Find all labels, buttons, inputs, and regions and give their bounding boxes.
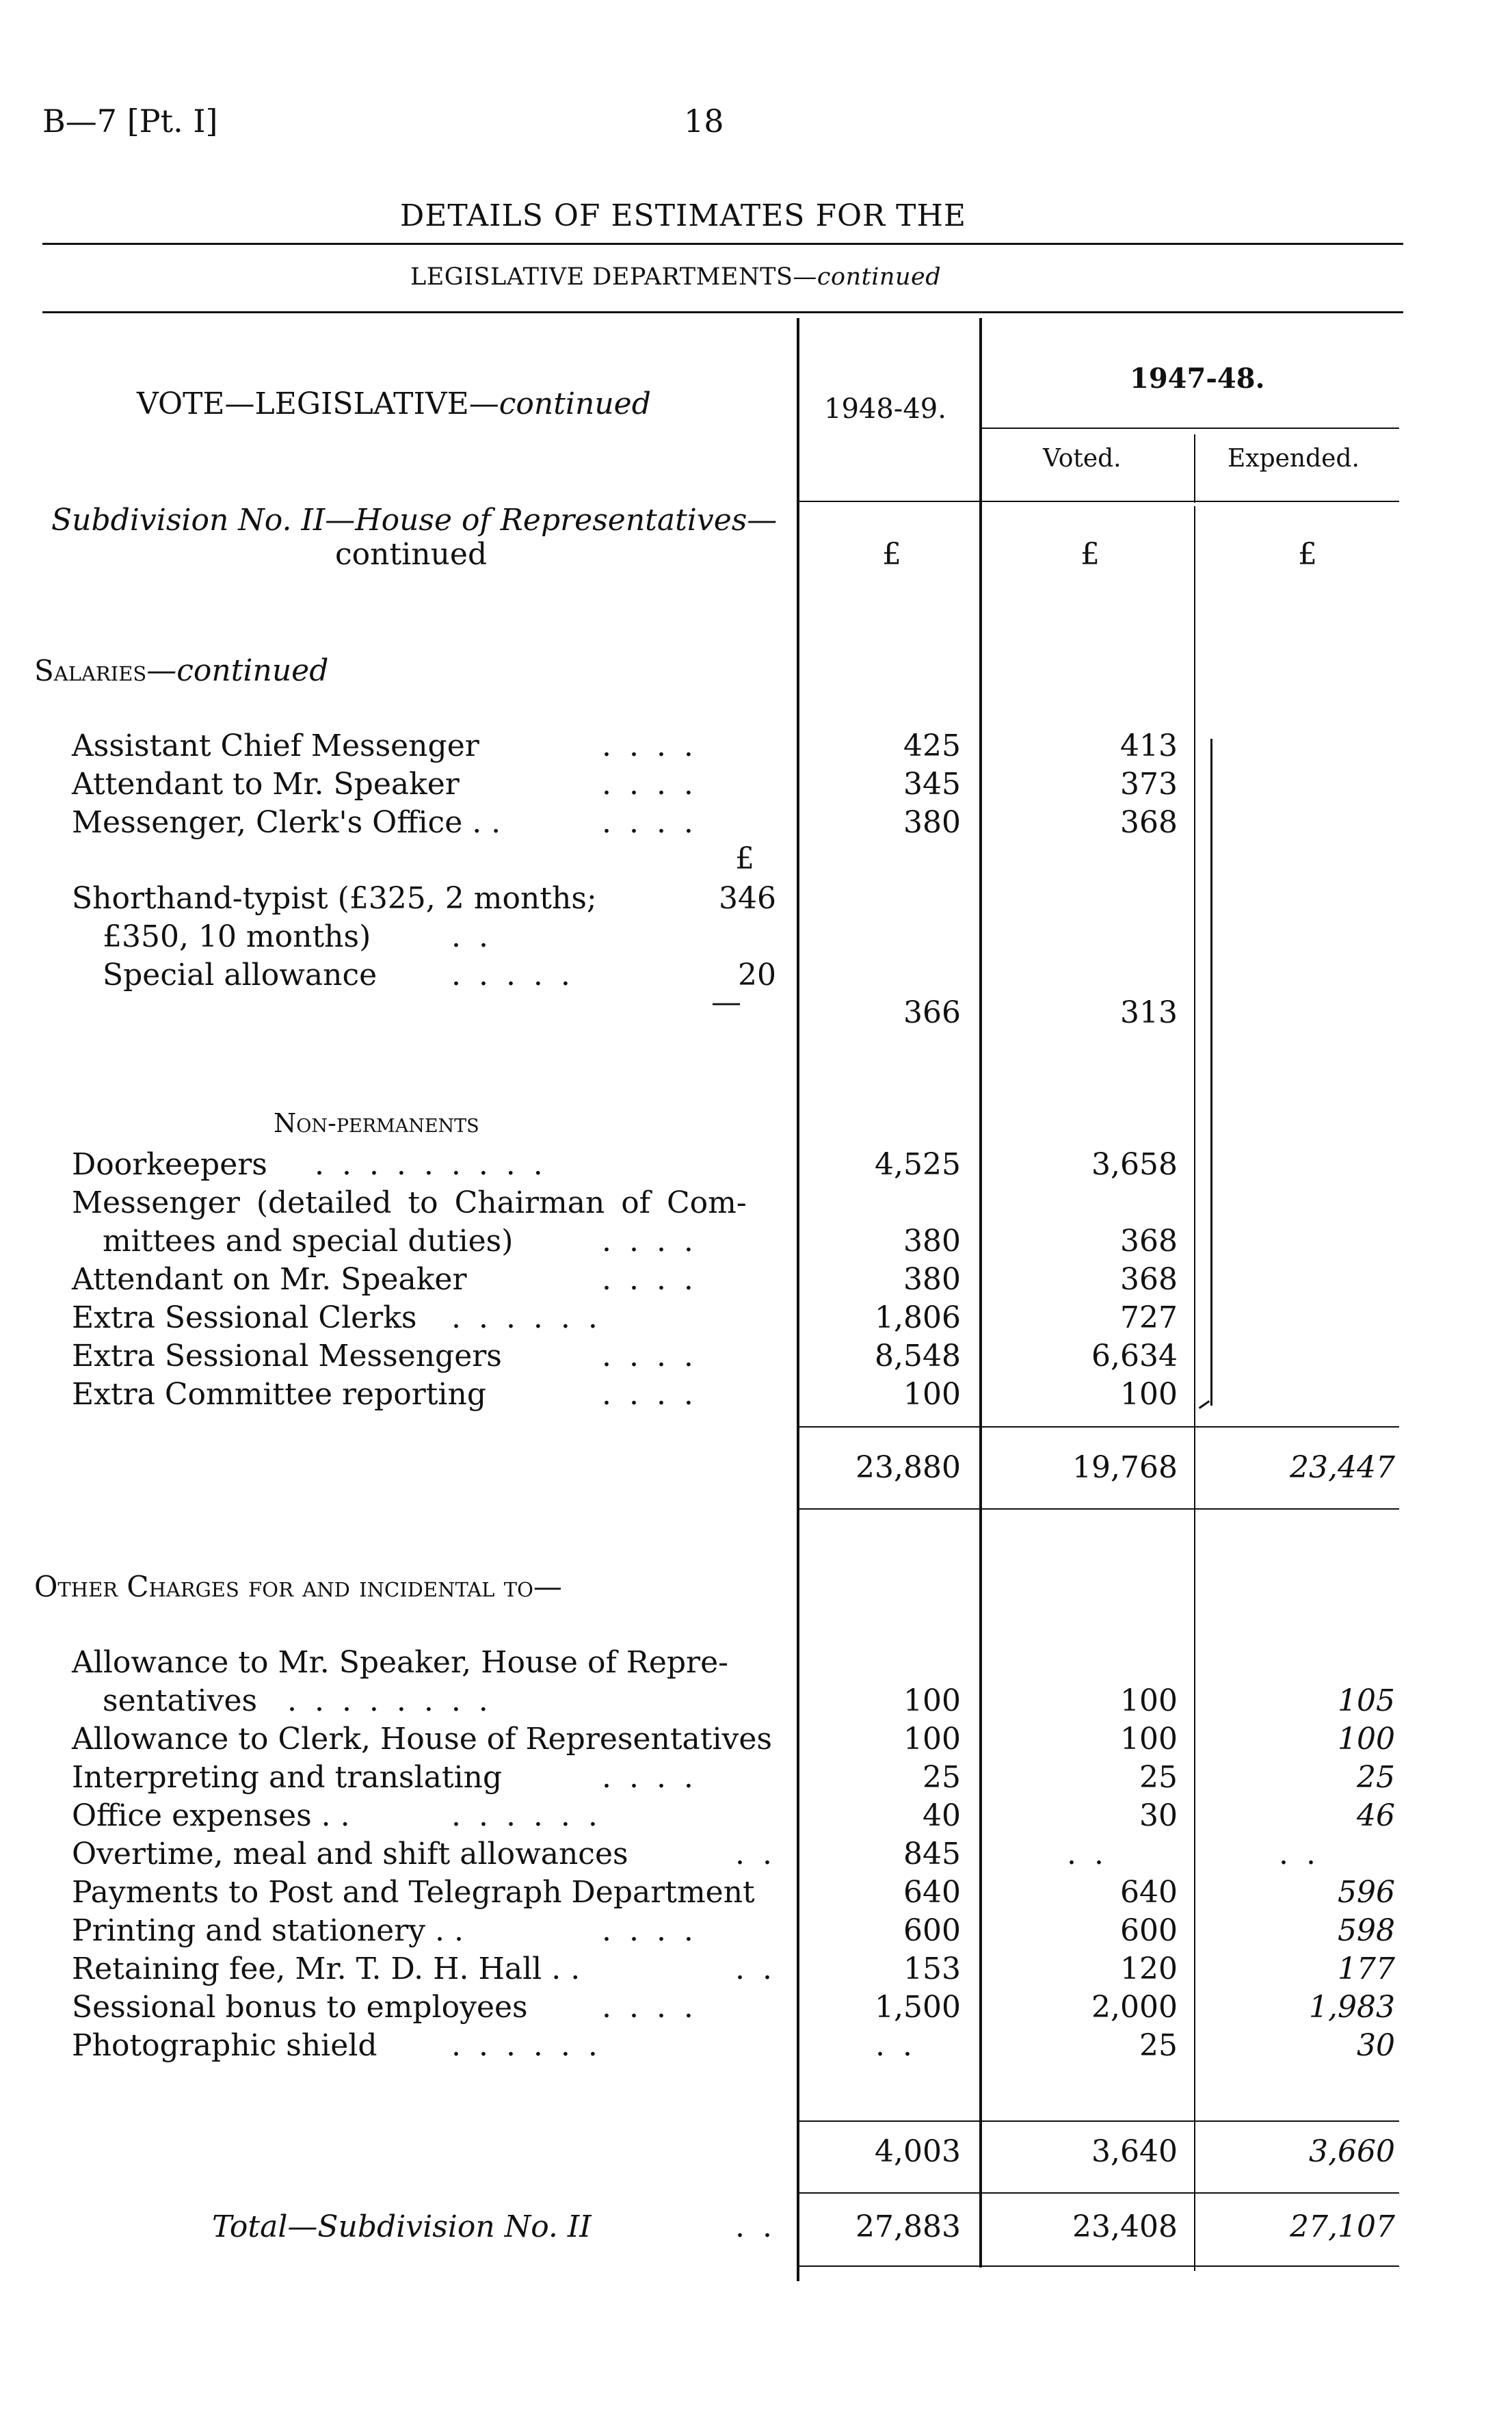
grand-total-rule-bottom bbox=[799, 2265, 1399, 2267]
estimate-1948-value: . . bbox=[875, 2028, 916, 2063]
voted-1947-value: 6,634 bbox=[1091, 1339, 1178, 1374]
row-label: Extra Sessional Clerks bbox=[72, 1300, 417, 1335]
voted-1947-value: 368 bbox=[1120, 805, 1178, 840]
page-number: 18 bbox=[684, 103, 724, 140]
voted-1947-value: 368 bbox=[1120, 1224, 1178, 1259]
subtitle-main: LEGISLATIVE DEPARTMENTS bbox=[410, 263, 793, 291]
row-label: Assistant Chief Messenger bbox=[72, 728, 479, 763]
row-leader-dots: . . . . . . bbox=[451, 1300, 602, 1335]
row-label: Extra Committee reporting bbox=[72, 1377, 486, 1412]
voted-1947-value: 373 bbox=[1120, 767, 1178, 802]
expended-1947-value: 30 bbox=[1357, 2028, 1395, 2063]
shorthand-voted-1947-value: 313 bbox=[1120, 995, 1178, 1030]
table-row bbox=[0, 2028, 1512, 2066]
table-row bbox=[0, 1875, 1512, 1913]
shorthand-estimate-1948-value: 366 bbox=[903, 995, 961, 1030]
shorthand-label-line1: Shorthand-typist (£325, 2 months; bbox=[72, 881, 597, 916]
estimate-1948-value: 100 bbox=[903, 1377, 961, 1412]
row-leader-dots: . . bbox=[735, 1952, 776, 1986]
other-charges-total-expended-1947: 3,660 bbox=[1309, 2134, 1395, 2169]
table-row bbox=[0, 1760, 1512, 1798]
row-leader-dots: . . . . bbox=[602, 1990, 698, 2025]
estimate-1948-value: 640 bbox=[903, 1875, 961, 1910]
voted-1947-value: 100 bbox=[1120, 1722, 1178, 1757]
shorthand-pound-sign: £ bbox=[735, 841, 754, 876]
row-label: Doorkeepers bbox=[72, 1147, 267, 1182]
estimate-1948-value: 153 bbox=[903, 1952, 961, 1986]
row-leader-dots: . . bbox=[735, 1837, 776, 1871]
subdivision-title: Subdivision No. II—House of Representatives— bbox=[51, 503, 778, 538]
expended-1947-value: 100 bbox=[1338, 1722, 1395, 1757]
row-leader-dots: . . . . bbox=[602, 1339, 698, 1374]
table-row bbox=[0, 1683, 1512, 1722]
table-row bbox=[0, 1300, 1512, 1339]
shorthand-sum-dash: — bbox=[711, 985, 741, 1020]
row-label: Messenger (detailed to Chairman of Com- bbox=[72, 1185, 747, 1220]
estimate-1948-value: 1,806 bbox=[875, 1300, 961, 1335]
other-charges-total-rule-bottom bbox=[799, 2192, 1399, 2194]
row-leader-dots: . . . . bbox=[602, 1760, 698, 1795]
row-leader-dots: . . . . bbox=[602, 1377, 698, 1412]
vote-label-continued: —continued bbox=[468, 386, 651, 421]
table-row bbox=[0, 1224, 1512, 1262]
column-heading-expended: Expended. bbox=[1228, 445, 1360, 473]
currency-symbol-1948: £ bbox=[882, 537, 901, 572]
non-permanents-heading: Non-permanents bbox=[274, 1108, 479, 1138]
table-row bbox=[0, 1913, 1512, 1952]
row-leader-dots: . . . . bbox=[602, 1224, 698, 1259]
column-rule-expended-head bbox=[1194, 434, 1195, 503]
other-charges-heading: Other Charges for and incidental to— bbox=[34, 1570, 562, 1603]
salaries-heading bbox=[34, 653, 328, 688]
grand-total-voted-1947: 23,408 bbox=[1072, 2209, 1178, 2244]
row-label: Messenger, Clerk's Office . . bbox=[72, 805, 501, 840]
expended-1947-value: 596 bbox=[1338, 1875, 1395, 1910]
table-row bbox=[0, 1147, 1512, 1185]
column-heading-1948: 1948-49. bbox=[824, 393, 946, 425]
row-label: Printing and stationery . . bbox=[72, 1913, 464, 1948]
voted-1947-value: 100 bbox=[1120, 1377, 1178, 1412]
salaries-total-expended-1947: 23,447 bbox=[1290, 1450, 1395, 1485]
subdivision-continued: continued bbox=[335, 537, 488, 572]
table-row bbox=[0, 1990, 1512, 2028]
document-reference: B—7 [Pt. I] bbox=[42, 103, 218, 140]
table-row bbox=[0, 1837, 1512, 1875]
shorthand-label-line2: £350, 10 months) bbox=[103, 919, 371, 954]
estimate-1948-value: 40 bbox=[923, 1798, 961, 1833]
voted-1947-value: 368 bbox=[1120, 1262, 1178, 1297]
row-label: Allowance to Clerk, House of Representatives bbox=[72, 1722, 772, 1757]
table-row bbox=[0, 1645, 1512, 1683]
expended-1947-value: 46 bbox=[1357, 1798, 1395, 1833]
other-charges-total-rule-top bbox=[799, 2120, 1399, 2122]
estimate-1948-value: 845 bbox=[903, 1837, 961, 1871]
header-rule-1947 bbox=[982, 428, 1399, 429]
grand-total-label: Total—Subdivision No. II bbox=[212, 2209, 592, 2244]
estimate-1948-value: 380 bbox=[903, 805, 961, 840]
page-subtitle bbox=[410, 263, 941, 291]
shorthand-dots-line3: . . . . . bbox=[451, 958, 574, 993]
voted-1947-value: 25 bbox=[1139, 2028, 1178, 2063]
row-label: Extra Sessional Messengers bbox=[72, 1339, 502, 1374]
grand-total-expended-1947: 27,107 bbox=[1290, 2209, 1395, 2244]
estimate-1948-value: 8,548 bbox=[875, 1339, 961, 1374]
expended-1947-value: 1,983 bbox=[1309, 1990, 1395, 2025]
salaries-grouping-brace bbox=[1204, 739, 1212, 1406]
table-row bbox=[0, 728, 1512, 767]
row-leader-dots: . . . . bbox=[602, 1262, 698, 1297]
shorthand-label-line3: Special allowance bbox=[103, 958, 377, 993]
header-rule-currency bbox=[799, 501, 1399, 502]
voted-1947-value: 413 bbox=[1120, 728, 1178, 763]
estimate-1948-value: 4,525 bbox=[875, 1147, 961, 1182]
expended-1947-value: 177 bbox=[1338, 1952, 1395, 1986]
estimate-1948-value: 425 bbox=[903, 728, 961, 763]
table-row bbox=[0, 767, 1512, 805]
row-leader-dots: . . . . bbox=[602, 805, 698, 840]
row-leader-dots: . . . . bbox=[602, 767, 698, 802]
grand-total-dots: . . bbox=[735, 2209, 776, 2244]
row-leader-dots: . . . . . . bbox=[451, 2028, 602, 2063]
row-leader-dots: . . . . bbox=[602, 1913, 698, 1948]
row-leader-dots: . . . . . . bbox=[451, 1798, 602, 1833]
voted-1947-value: 727 bbox=[1120, 1300, 1178, 1335]
row-label: Allowance to Mr. Speaker, House of Repre- bbox=[72, 1645, 728, 1680]
expended-1947-value: 25 bbox=[1357, 1760, 1395, 1795]
expended-1947-value: . . bbox=[1279, 1837, 1320, 1871]
salaries-total-rule-bottom bbox=[799, 1508, 1399, 1510]
row-leader-dots: . . . . . . . . . bbox=[315, 1147, 547, 1182]
voted-1947-value: 3,658 bbox=[1091, 1147, 1178, 1182]
voted-1947-value: 25 bbox=[1139, 1760, 1178, 1795]
estimate-1948-value: 380 bbox=[903, 1262, 961, 1297]
other-charges-total-voted-1947: 3,640 bbox=[1091, 2134, 1178, 2169]
subtitle-continued: —continued bbox=[793, 263, 942, 291]
row-label: Attendant on Mr. Speaker bbox=[72, 1262, 467, 1297]
other-charges-total-estimate-1948: 4,003 bbox=[875, 2134, 961, 2169]
vote-label-main: VOTE—LEGISLATIVE bbox=[137, 386, 469, 421]
expended-1947-value: 105 bbox=[1338, 1683, 1395, 1718]
currency-symbol-expended: £ bbox=[1298, 537, 1317, 572]
voted-1947-value: 2,000 bbox=[1091, 1990, 1178, 2025]
voted-1947-value: 600 bbox=[1120, 1913, 1178, 1948]
row-label: Photographic shield bbox=[72, 2028, 377, 2063]
column-heading-voted: Voted. bbox=[1043, 445, 1122, 473]
grand-total-estimate-1948: 27,883 bbox=[856, 2209, 961, 2244]
estimate-1948-value: 100 bbox=[903, 1683, 961, 1718]
estimate-1948-value: 600 bbox=[903, 1913, 961, 1948]
row-label: Interpreting and translating bbox=[72, 1760, 503, 1795]
salaries-total-rule-top bbox=[799, 1426, 1399, 1428]
shorthand-amount-1: 346 bbox=[719, 881, 776, 916]
estimate-1948-value: 1,500 bbox=[875, 1990, 961, 2025]
estimate-1948-value: 345 bbox=[903, 767, 961, 802]
voted-1947-value: 120 bbox=[1120, 1952, 1178, 1986]
table-row bbox=[0, 1377, 1512, 1415]
table-row bbox=[0, 805, 1512, 843]
estimate-1948-value: 100 bbox=[903, 1722, 961, 1757]
currency-symbol-voted: £ bbox=[1080, 537, 1100, 572]
salaries-heading-continued: —continued bbox=[146, 653, 329, 688]
expended-1947-value: 598 bbox=[1338, 1913, 1395, 1948]
voted-1947-value: . . bbox=[1067, 1837, 1108, 1871]
row-label: Overtime, meal and shift allowances bbox=[72, 1837, 628, 1871]
salaries-total-estimate-1948: 23,880 bbox=[856, 1450, 961, 1485]
voted-1947-value: 100 bbox=[1120, 1683, 1178, 1718]
table-row bbox=[0, 1798, 1512, 1837]
estimate-1948-value: 25 bbox=[923, 1760, 961, 1795]
estimate-1948-value: 380 bbox=[903, 1224, 961, 1259]
row-leader-dots: . . . . bbox=[602, 728, 698, 763]
row-label: sentatives bbox=[103, 1683, 258, 1718]
title-rule bbox=[42, 243, 1403, 245]
subtitle-rule bbox=[42, 311, 1403, 313]
table-row bbox=[0, 1262, 1512, 1300]
column-heading-1947: 1947-48. bbox=[1130, 363, 1265, 395]
table-row bbox=[0, 1185, 1512, 1224]
row-label: Attendant to Mr. Speaker bbox=[72, 767, 460, 802]
vote-label bbox=[137, 386, 651, 421]
row-label: Sessional bonus to employees bbox=[72, 1990, 528, 2025]
voted-1947-value: 640 bbox=[1120, 1875, 1178, 1910]
salaries-heading-main: Salaries bbox=[34, 654, 147, 687]
row-label: Office expenses . . bbox=[72, 1798, 350, 1833]
row-leader-dots: . . . . . . . . bbox=[287, 1683, 492, 1718]
table-row bbox=[0, 1339, 1512, 1377]
shorthand-dots-line2: . . bbox=[451, 919, 492, 954]
row-label: mittees and special duties) bbox=[103, 1224, 514, 1259]
shorthand-amount-2: 20 bbox=[738, 958, 776, 993]
table-row bbox=[0, 1952, 1512, 1990]
voted-1947-value: 30 bbox=[1139, 1798, 1178, 1833]
table-row bbox=[0, 1722, 1512, 1760]
salaries-total-voted-1947: 19,768 bbox=[1072, 1450, 1178, 1485]
row-label: Payments to Post and Telegraph Department bbox=[72, 1875, 755, 1910]
page-title: DETAILS OF ESTIMATES FOR THE bbox=[400, 198, 966, 233]
row-label: Retaining fee, Mr. T. D. H. Hall . . bbox=[72, 1952, 581, 1986]
